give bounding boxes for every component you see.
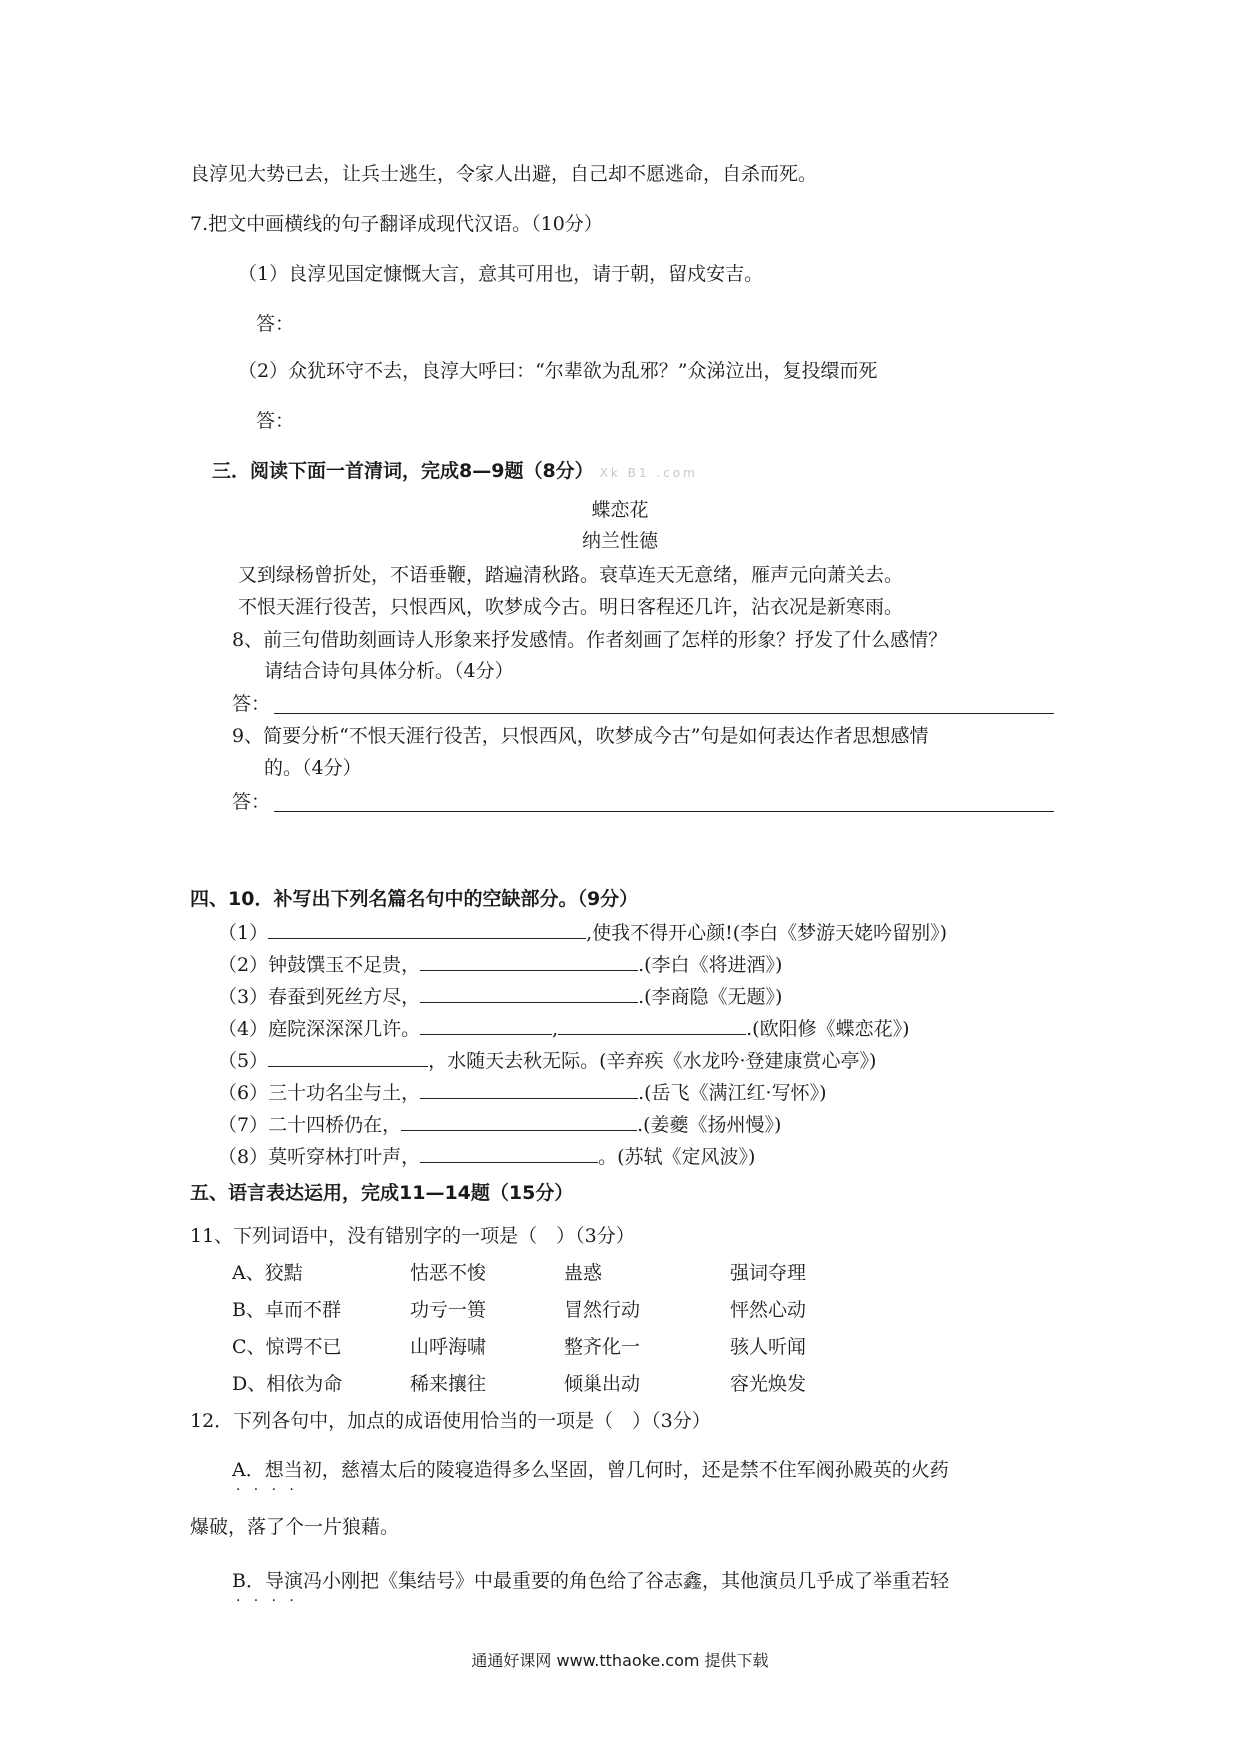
q11-d-word-4: 容光焕发 bbox=[730, 1373, 807, 1395]
q11-b-word-3: 冒然行动 bbox=[564, 1299, 641, 1321]
fill-blank-3[interactable] bbox=[420, 982, 638, 1003]
q8-line-2: 请结合诗句具体分析。（4分） bbox=[264, 660, 514, 682]
section-4-heading: 四、10．补写出下列名篇名句中的空缺部分。（9分） bbox=[190, 888, 639, 910]
q11-a-word-1: A、狡黠 bbox=[232, 1262, 303, 1284]
fill-blank-5[interactable] bbox=[268, 1046, 428, 1067]
fill-item-3-suffix: .(李商隐《无题》) bbox=[638, 986, 783, 1008]
fill-blank-6[interactable] bbox=[420, 1078, 638, 1099]
fill-item-8-prefix: （8）莫听穿林打叶声， bbox=[218, 1146, 421, 1168]
q11-c-word-1: C、惊谔不已 bbox=[232, 1336, 342, 1358]
q7-answer-1: 答： bbox=[256, 313, 295, 335]
q12-option-b[interactable] bbox=[232, 1568, 949, 1594]
q7-answer-2: 答： bbox=[256, 410, 295, 432]
fill-item-6-suffix: .(岳飞《满江红·写怀》) bbox=[638, 1082, 827, 1104]
q7-title: 7.把文中画横线的句子翻译成现代汉语。（10分） bbox=[190, 213, 603, 235]
poem-title: 蝶恋花 bbox=[591, 499, 649, 521]
q11-stem: 11、下列词语中，没有错别字的一项是（ ）（3分） bbox=[190, 1225, 635, 1247]
q12-a-dotted-idiom: 曾几何时 · · bbox=[607, 1459, 683, 1481]
fill-item-8-suffix: 。(苏轼《定风波》) bbox=[598, 1146, 756, 1168]
q11-d-word-2: 稀来攘往 bbox=[410, 1373, 487, 1395]
poem-author: 纳兰性德 bbox=[581, 530, 658, 552]
q11-c-word-4: 骇人听闻 bbox=[730, 1336, 807, 1358]
q11-a-word-4: 强词夺理 bbox=[730, 1262, 807, 1284]
fill-blank-4a[interactable] bbox=[420, 1014, 552, 1035]
watermark-text: Xk B1 .com bbox=[599, 466, 698, 480]
section-5-heading: 五、语言表达运用，完成11—14题（15分） bbox=[190, 1182, 574, 1204]
fill-item-8 bbox=[218, 1142, 755, 1170]
fill-item-3 bbox=[218, 982, 782, 1010]
q9-line-2: 的。（4分） bbox=[264, 757, 362, 779]
q11-b-word-1: B、卓而不群 bbox=[232, 1299, 341, 1321]
q12-b-text-start: B．导演冯小刚把《集结号》中最重要的角色给了谷志鑫，其他演员几乎成了 bbox=[232, 1570, 873, 1592]
q12-b-dotted-idiom: 举重若轻 · · bbox=[873, 1570, 949, 1592]
fill-item-2-suffix: .(李白《将进酒》) bbox=[638, 954, 783, 976]
fill-item-3-prefix: （3）春蚕到死丝方尽， bbox=[218, 986, 421, 1008]
fill-item-1-suffix: ,使我不得开心颜!(李白《梦游天姥吟留别》) bbox=[586, 922, 948, 944]
poem-line-1: 又到绿杨曾折处，不语垂鞭，踏遍清秋路。衰草连天无意绪，雁声元向萧关去。 bbox=[238, 564, 904, 586]
fill-item-4 bbox=[218, 1014, 910, 1042]
section-3-title: 三．阅读下面一首清词，完成8—9题（8分） bbox=[212, 460, 594, 482]
fill-item-7 bbox=[218, 1110, 781, 1138]
q11-c-word-2: 山呼海啸 bbox=[410, 1336, 487, 1358]
q11-d-word-1: D、相依为命 bbox=[232, 1373, 343, 1395]
q11-b-word-4: 怦然心动 bbox=[730, 1299, 807, 1321]
q11-d-word-3: 倾巢出动 bbox=[564, 1373, 641, 1395]
q11-a-word-3: 蛊惑 bbox=[564, 1262, 603, 1284]
q9-answer-label: 答： bbox=[232, 791, 271, 813]
q8-answer-label: 答： bbox=[232, 693, 271, 715]
fill-item-1-prefix: （1） bbox=[218, 922, 269, 944]
top-line: 良淳见大势已去，让兵士逃生，令家人出避，自己却不愿逃命，自杀而死。 bbox=[190, 163, 818, 185]
fill-item-2-prefix: （2）钟鼓馔玉不足贵， bbox=[218, 954, 421, 976]
fill-blank-4b[interactable] bbox=[558, 1014, 746, 1035]
q8-line-1: 8、前三句借助刻画诗人形象来抒发感情。作者刻画了怎样的形象？抒发了什么感情？ bbox=[232, 629, 948, 651]
poem-line-2: 不恨天涯行役苦，只恨西风，吹梦成今古。明日客程还几许，沾衣况是新寒雨。 bbox=[238, 596, 904, 618]
q9-line-1: 9、简要分析“不恨天涯行役苦，只恨西风，吹梦成今古”句是如何表达作者思想感情 bbox=[232, 725, 929, 747]
q11-a-word-2: 怙恶不悛 bbox=[410, 1262, 487, 1284]
fill-item-5-prefix: （5） bbox=[218, 1050, 269, 1072]
q8-answer-line[interactable] bbox=[274, 713, 1054, 714]
fill-item-5 bbox=[218, 1046, 876, 1074]
fill-item-4-separator: , bbox=[552, 1018, 559, 1040]
fill-item-7-prefix: （7）二十四桥仍在， bbox=[218, 1114, 402, 1136]
fill-item-4-suffix: .(欧阳修《蝶恋花》) bbox=[746, 1018, 910, 1040]
q12-option-a-continued: 爆破，落了个一片狼藉。 bbox=[190, 1516, 400, 1538]
fill-item-1 bbox=[218, 918, 947, 946]
q7-sentence-2: （2）众犹环守不去，良淳大呼曰：“尔辈欲为乱邪？”众涕泣出，复投缳而死 bbox=[238, 360, 878, 382]
fill-blank-7[interactable] bbox=[401, 1110, 637, 1131]
q12-option-a[interactable] bbox=[232, 1457, 949, 1483]
q11-b-word-2: 功亏一篑 bbox=[410, 1299, 487, 1321]
q9-answer-line[interactable] bbox=[274, 811, 1054, 812]
fill-blank-8[interactable] bbox=[420, 1142, 598, 1163]
fill-item-6-prefix: （6）三十功名尘与土， bbox=[218, 1082, 421, 1104]
fill-item-7-suffix: .(姜夔《扬州慢》) bbox=[637, 1114, 782, 1136]
page-footer: 通通好课网 www.tthaoke.com 提供下载 bbox=[471, 1651, 769, 1670]
fill-blank-2[interactable] bbox=[420, 950, 638, 971]
section-3-heading bbox=[212, 458, 698, 486]
q11-c-word-3: 整齐化一 bbox=[564, 1336, 641, 1358]
fill-item-6 bbox=[218, 1078, 827, 1106]
q12-a-text-end: ，还是禁不住军阀孙殿英的火药 bbox=[682, 1459, 949, 1481]
fill-blank-1[interactable] bbox=[268, 918, 586, 939]
fill-item-4-prefix: （4）庭院深深深几许。 bbox=[218, 1018, 421, 1040]
q12-a-text-start: A．想当初，慈禧太后的陵寝造得多么坚固， bbox=[232, 1459, 607, 1481]
fill-item-2 bbox=[218, 950, 782, 978]
q12-stem: 12．下列各句中，加点的成语使用恰当的一项是（ ）（3分） bbox=[190, 1410, 711, 1432]
q7-sentence-1: （1）良淳见国定慷慨大言，意其可用也，请于朝，留戍安吉。 bbox=[238, 263, 764, 285]
fill-item-5-suffix: ，水随天去秋无际。(辛弃疾《水龙吟·登建康赏心亭》) bbox=[428, 1050, 877, 1072]
